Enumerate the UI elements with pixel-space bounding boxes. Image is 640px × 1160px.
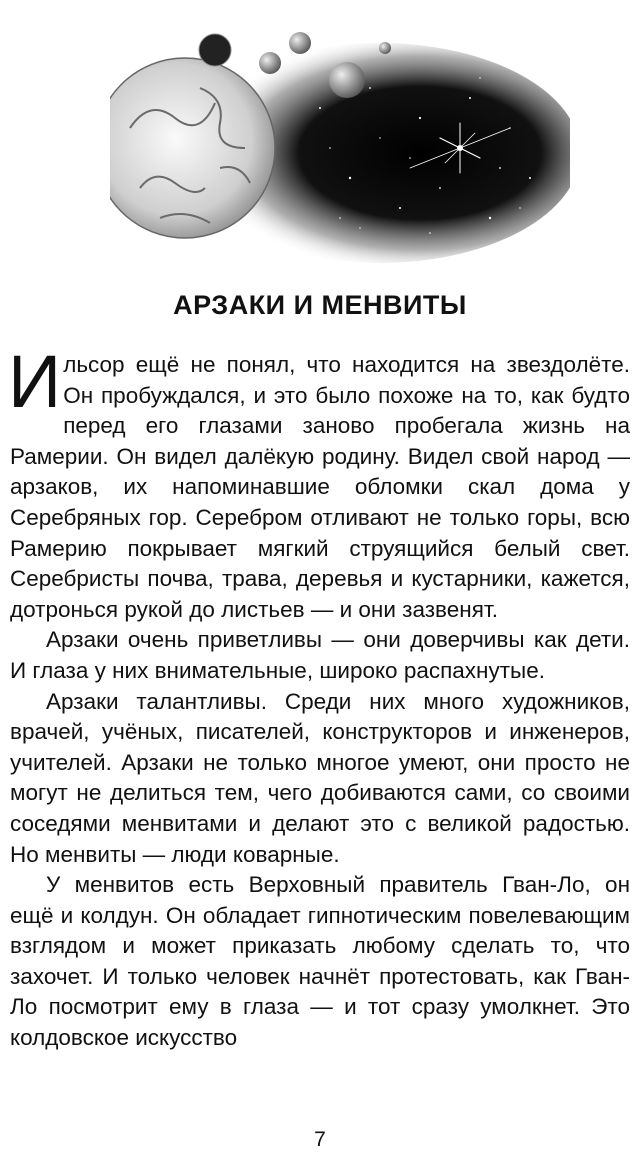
body-text [8,340,630,1054]
tiny-moon [379,42,391,54]
page-number: 7 [314,1128,326,1151]
dark-moon [199,34,231,66]
small-moon-2 [289,32,311,54]
paragraph-2: Арзаки очень приветливы — они доверчивы как дети. И глаза у них внимательные, широко распахнутые. [10,627,630,683]
paragraph-3: Арзаки талантливы. Среди них много художников, врачей, учёных, писателей, конструкторов и инженеров, учителей. Арзаки не только многое умеют, они просто не могут не делиться тем, чего добиваются сами, со своими соседями менвитами и делают это с великой радостью. Но менвиты — люди коварные. [10,688,630,867]
planet-rameria [110,58,275,238]
paragraph-4: У менвитов есть Верховный правитель Гван-Ло, он ещё и колдун. Он обладает гипнотическим повелевающим взглядом и может приказать любому сделать то, что захочет. И только человек начнёт протестовать, как Гван-Ло посмотрит ему в глаза — и тот сразу умолкнет. Это колдовское искусство [10,872,630,1051]
small-moon-1 [259,52,281,74]
paragraph-1 [8,340,630,625]
chapter-title: АРЗАКИ И МЕНВИТЫ [173,290,467,320]
space-illustration [110,18,570,273]
drop-cap: И [8,340,62,423]
paragraph-1-text: льсор ещё не понял, что находится на звездолёте. Он пробуждался, и это было похоже на то, как будто перед его глазами заново пробегала жизнь на Рамерии. Он видел далёкую родину. Видел свой народ — арзаков, их напоминавшие обломки скал дома у Серебряных гор. Серебром отливают не только горы, всю Рамерию покрывает мягкий струящийся белый свет. Серебристы почва, трава, деревья и кустарники, кажется, дотронься рукой до листьев — и они зазвенят. [10,352,630,622]
cratered-moon [329,62,365,98]
